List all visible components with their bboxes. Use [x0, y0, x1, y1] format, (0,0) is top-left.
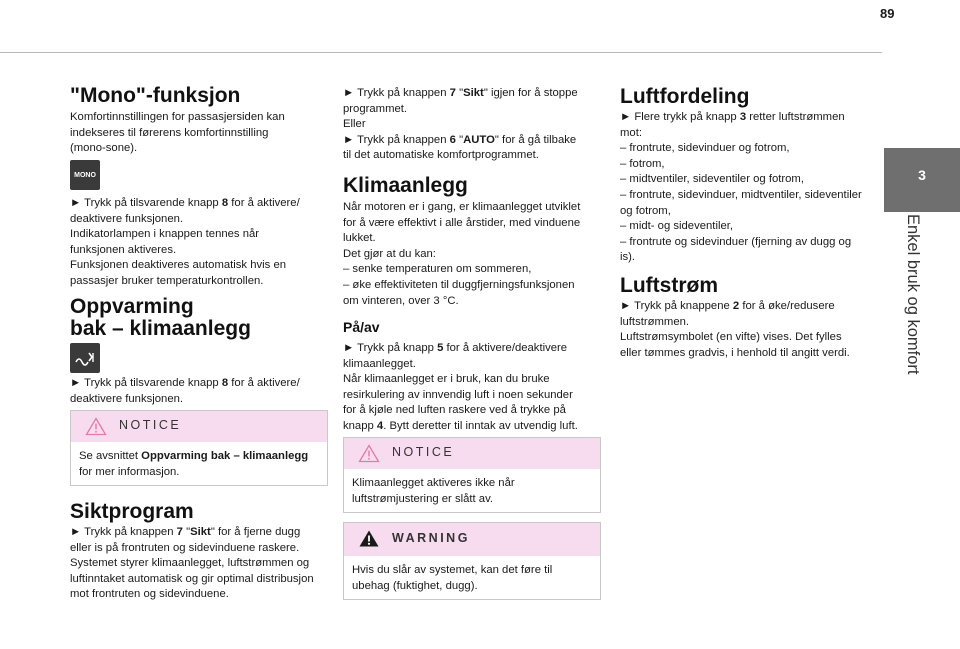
notice-rear-text-1: Se avsnittet Oppvarming bak – klimaanlegg — [79, 450, 309, 462]
notice-box-rear — [70, 410, 328, 486]
notice-header — [344, 438, 600, 469]
chapter-tab[interactable] — [884, 148, 960, 212]
fordeling-body-8: – frontrute og sidevinduer (fjerning av dugg og — [620, 235, 852, 248]
fordeling-body-5: – frontrute, sidevinduer, midtventiler, sideventiler — [620, 189, 862, 201]
notice-rear-text-2: for mer informasjon. — [79, 465, 180, 478]
strom-body-3: eller tømmes gradvis, i henhold til angitt verdi. — [620, 346, 850, 359]
notice-label: NOTICE — [392, 445, 455, 459]
sikt-body-2: Systemet styrer klimaanlegget, luftstrømmen og — [70, 557, 310, 570]
notice-box-klima — [343, 437, 601, 513]
auto-step-cont: til det automatiske komfortprogrammet. — [343, 149, 539, 162]
klima-body-2: for å være effektivt i alle årstider, med vinduene — [343, 216, 581, 229]
warning-label: WARNING — [392, 531, 470, 545]
fordeling-body-4: – midtventiler, sideventiler og fotrom, — [620, 173, 804, 186]
heading-klimaanlegg: Klimaanlegg — [343, 174, 468, 197]
sikt-stop-step: ► Trykk på knappen 7 "Sikt" igjen for å stoppe — [343, 87, 578, 99]
paav-body-1: klimaanlegget. — [343, 357, 416, 370]
fordeling-step-1: ► Flere trykk på knapp 3 retter luftstrømmen — [620, 111, 845, 123]
notice-klima-text-2: luftstrømjustering er slått av. — [352, 492, 494, 505]
heading-luftstrom: Luftstrøm — [620, 274, 718, 297]
chapter-number: 3 — [918, 167, 926, 183]
heading-luftfordeling: Luftfordeling — [620, 85, 750, 108]
paav-body-3: resirkulering av innvendig luft i noen sekunder — [343, 388, 573, 401]
klima-body-1: Når motoren er i gang, er klimaanlegget utviklet — [343, 201, 581, 213]
mono-body-2: Indikatorlampen i knappen tennes når — [70, 228, 260, 241]
sikt-step-1: ► Trykk på knappen 7 "Sikt" for å fjerne dugg — [70, 526, 301, 538]
fordeling-body-3: – fotrom, — [620, 157, 665, 170]
fordeling-body-1: mot: — [620, 126, 642, 139]
warning-text-2: ubehag (fuktighet, dugg). — [352, 579, 478, 592]
notice-header — [71, 411, 327, 442]
warning-box — [343, 522, 601, 600]
heading-paav: På/av — [343, 319, 380, 335]
mono-intro-2: indekseres til førerens komfortinnstilling — [70, 126, 269, 139]
paav-body-5: knapp 4. Bytt deretter til inntak av utvendig luft. — [343, 420, 578, 432]
auto-step: ► Trykk på knappen 6 "AUTO" for å gå tilbake — [343, 133, 577, 146]
notice-klima-text-1: Klimaanlegget aktiveres ikke når — [352, 477, 515, 489]
paav-step-1: ► Trykk på knapp 5 for å aktivere/deaktivere — [343, 342, 568, 354]
strom-step-1: ► Trykk på knappene 2 for å øke/redusere — [620, 300, 835, 312]
warning-header — [344, 523, 600, 556]
rear-step-2: deaktivere funksjonen. — [70, 392, 184, 405]
or-text: Eller — [343, 118, 366, 131]
heading-mono: "Mono"-funksjon — [70, 84, 241, 107]
page-number: 89 — [880, 6, 895, 21]
strom-body-1: luftstrømmen. — [620, 315, 690, 328]
klima-body-6: – øke effektiviteten til duggfjerningsfunksjonen — [343, 279, 575, 291]
mono-intro-1: Komfortinnstillingen for passasjersiden kan — [70, 111, 285, 123]
fordeling-body-6: og fotrom, — [620, 204, 671, 217]
mono-body-1: deaktivere funksjonen. — [70, 212, 184, 225]
rear-climate-icon — [70, 343, 100, 373]
mono-intro-3: (mono-sone). — [70, 142, 138, 155]
fordeling-body-2: – frontrute, sidevinduer og fotrom, — [620, 142, 790, 155]
sikt-stop-cont: programmet. — [343, 102, 408, 115]
mono-step-1: ► Trykk på tilsvarende knapp 8 for å aktivere/ — [70, 197, 300, 209]
warning-text-1: Hvis du slår av systemet, kan det føre til — [352, 564, 553, 576]
paav-body-4: for å kjøle ned luften raskere ved å trykke på — [343, 404, 566, 417]
heading-sikt: Siktprogram — [70, 500, 194, 523]
heading-rear-heating-2: bak – klimaanlegg — [70, 317, 251, 340]
rear-step-1: ► Trykk på tilsvarende knapp 8 for å aktivere/ — [70, 377, 300, 389]
sikt-body-4: mot frontruten og sidevinduene. — [70, 588, 229, 601]
strom-body-2: Luftstrømsymbolet (en vifte) vises. Det fylles — [620, 331, 842, 344]
fordeling-body-9: is). — [620, 251, 636, 264]
paav-body-2: Når klimaanlegget er i bruk, kan du bruke — [343, 373, 550, 386]
caution-triangle-icon — [85, 417, 107, 436]
notice-label: NOTICE — [119, 418, 182, 432]
warning-triangle-icon — [358, 529, 380, 548]
chapter-title: Enkel bruk og komfort — [904, 214, 922, 375]
heading-rear-heating-1: Oppvarming — [70, 295, 194, 318]
fordeling-body-7: – midt- og sideventiler, — [620, 220, 734, 233]
klima-body-5: – senke temperaturen om sommeren, — [343, 263, 532, 276]
caution-triangle-icon — [358, 444, 380, 463]
sikt-body-1: eller is på frontruten og sidevinduene raskere. — [70, 541, 300, 554]
mono-body-5: passasjer bruker temperaturkontrollen. — [70, 275, 264, 287]
klima-body-7: om vinteren, over 3 °C. — [343, 294, 459, 307]
sikt-body-3: luftinntaket automatisk og gir optimal distribusjon — [70, 572, 314, 585]
klima-body-3: lukket. — [343, 232, 376, 245]
header-rule — [0, 52, 882, 53]
mono-body-3: funksjonen aktiveres. — [70, 243, 177, 256]
klima-body-4: Det gjør at du kan: — [343, 247, 436, 260]
mono-button-icon: MONO — [70, 160, 100, 190]
mono-body-4: Funksjonen deaktiveres automatisk hvis en — [70, 259, 287, 272]
